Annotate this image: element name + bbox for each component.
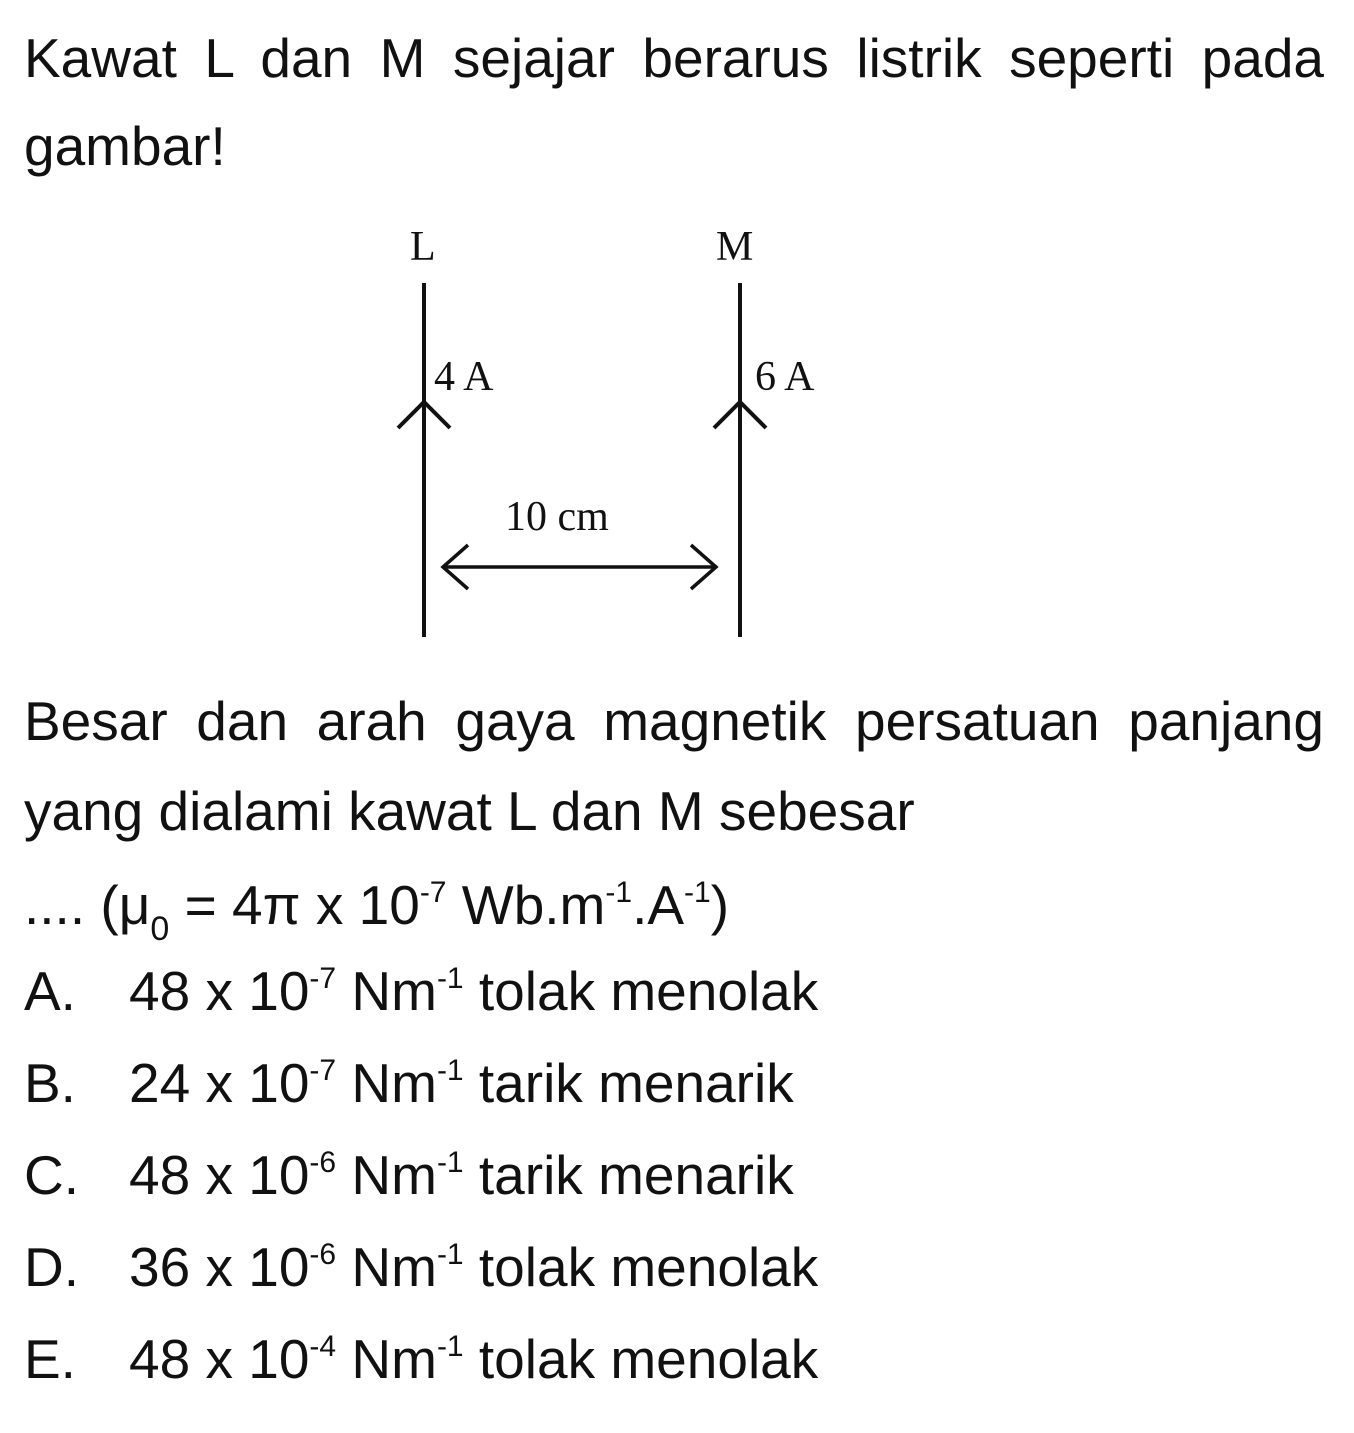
constant-unit-exponent-a: -1 — [684, 876, 711, 909]
option-unit: Nm — [336, 960, 437, 1022]
option-exponent: -6 — [309, 1146, 337, 1179]
constant-unit-b: .A — [632, 874, 685, 936]
option-c[interactable] — [24, 1128, 818, 1220]
option-unit-exponent: -1 — [436, 1054, 464, 1087]
option-unit: Nm — [336, 1144, 437, 1206]
option-exponent: -7 — [309, 1054, 337, 1087]
constant-suffix: ) — [710, 874, 730, 936]
option-d[interactable] — [24, 1220, 818, 1312]
current-m-label: 6 A — [755, 354, 815, 400]
answer-options — [24, 944, 818, 1404]
option-mantissa: 48 x 10 — [129, 1328, 310, 1390]
option-description: tarik menarik — [463, 1144, 794, 1206]
distance-label: 10 cm — [505, 494, 609, 540]
wire-m-label: M — [716, 224, 754, 270]
constant-unit-exponent-m: -1 — [605, 876, 633, 909]
constant-subscript: 0 — [150, 910, 170, 948]
option-letter: B. — [24, 1052, 76, 1114]
option-unit-exponent: -1 — [436, 962, 464, 995]
constant-prefix: .... (μ — [24, 874, 151, 936]
option-description: tolak menolak — [463, 1236, 819, 1298]
option-b[interactable] — [24, 1036, 818, 1128]
option-letter: E. — [24, 1328, 76, 1390]
constant-middle: = 4π x 10 — [169, 874, 420, 936]
option-unit: Nm — [336, 1236, 437, 1298]
option-exponent: -4 — [309, 1330, 337, 1363]
option-mantissa: 24 x 10 — [129, 1052, 310, 1114]
constant-exponent: -7 — [419, 876, 447, 909]
constant-unit-a: Wb.m — [446, 874, 606, 936]
option-exponent: -7 — [309, 962, 337, 995]
option-description: tarik menarik — [463, 1052, 794, 1114]
option-a[interactable] — [24, 944, 818, 1036]
option-mantissa: 48 x 10 — [129, 1144, 310, 1206]
option-letter: D. — [24, 1236, 79, 1298]
option-description: tolak menolak — [463, 960, 819, 1022]
option-unit: Nm — [336, 1328, 437, 1390]
question-text: Besar dan arah gaya magnetik persatuan panjang yang dialami kawat L dan M sebesar — [24, 690, 1324, 842]
option-exponent: -6 — [309, 1238, 337, 1271]
wire-diagram — [0, 0, 1354, 700]
option-e[interactable] — [24, 1312, 818, 1404]
option-unit-exponent: -1 — [436, 1330, 464, 1363]
option-description: tolak menolak — [463, 1328, 819, 1390]
option-mantissa: 48 x 10 — [129, 960, 310, 1022]
current-l-label: 4 A — [434, 354, 494, 400]
wire-l-label: L — [410, 224, 436, 270]
option-letter: C. — [24, 1144, 79, 1206]
option-unit-exponent: -1 — [436, 1238, 464, 1271]
problem-intro: Kawat L dan M sejajar berarus listrik seperti pada gambar! — [24, 27, 1324, 177]
option-unit-exponent: -1 — [436, 1146, 464, 1179]
option-unit: Nm — [336, 1052, 437, 1114]
option-letter: A. — [24, 960, 76, 1022]
option-mantissa: 36 x 10 — [129, 1236, 310, 1298]
